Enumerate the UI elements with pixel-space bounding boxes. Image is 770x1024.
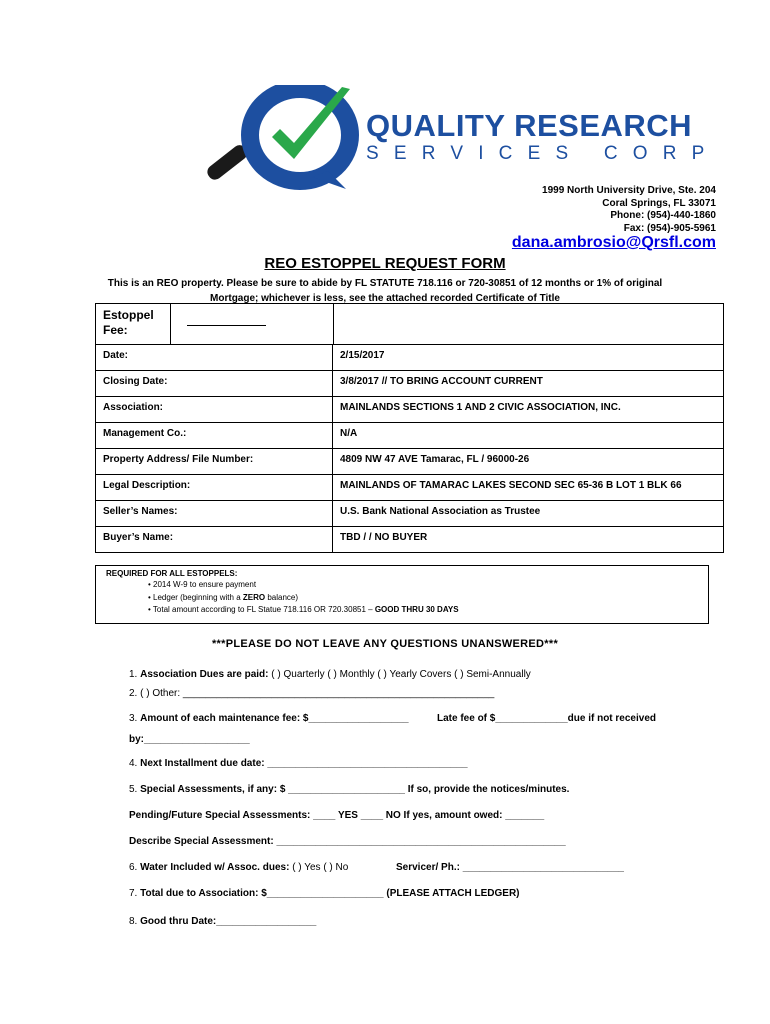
row-label: Buyer’s Name: (96, 527, 333, 553)
fee-row (96, 304, 724, 345)
table-row (96, 397, 724, 423)
row-value: TBD / / NO BUYER (333, 527, 724, 553)
servicer-field[interactable]: Servicer/ Ph.: _____________________________ (396, 862, 624, 873)
question-7[interactable]: 7. Total due to Association: $_____________________ (PLEASE ATTACH LEDGER) (129, 888, 520, 899)
brand-subtitle: SERVICES CORP (366, 143, 720, 164)
question-8[interactable]: 8. Good thru Date:__________________ (129, 916, 317, 927)
question-2[interactable]: 2. ( ) Other: ________________________________________________________ (129, 688, 495, 699)
late-fee-by-field[interactable]: by:___________________ (129, 734, 250, 745)
row-value: N/A (333, 423, 724, 449)
list-item: • Total amount according to FL Statue 718.116 OR 720.30851 – GOOD THRU 30 DAYS (148, 604, 459, 617)
intro-text: This is an REO property. Please be sure to abide by FL STATUTE 718.116 or 720-30851 of 12 months or 1% of original Mortgage; whichever is less, see the attached recorded Certificate of Title (107, 278, 663, 304)
brand-name: QUALITY RESEARCH (366, 108, 693, 143)
table-row (96, 475, 724, 501)
table-row (96, 423, 724, 449)
form-title: REO ESTOPPEL REQUEST FORM (264, 255, 506, 272)
company-address (416, 185, 716, 235)
row-value: MAINLANDS OF TAMARAC LAKES SECOND SEC 65-36 B LOT 1 BLK 66 (333, 475, 724, 501)
row-label: Legal Description: (96, 475, 333, 501)
list-item: • Ledger (beginning with a ZERO balance) (148, 592, 459, 605)
table-row (96, 371, 724, 397)
table-row (96, 501, 724, 527)
company-logo (200, 85, 360, 195)
row-label: Seller’s Names: (96, 501, 333, 527)
row-label: Closing Date: (96, 371, 333, 397)
row-label: Management Co.: (96, 423, 333, 449)
required-box (95, 565, 709, 624)
row-value: U.S. Bank National Association as Trustee (333, 501, 724, 527)
row-label: Property Address/ File Number: (96, 449, 333, 475)
question-5[interactable]: 5. Special Assessments, if any: $ _____________________ If so, provide the notices/minutes. (129, 784, 570, 795)
property-info-table (95, 303, 724, 553)
late-fee-field[interactable]: Late fee of $_____________due if not received (437, 713, 657, 724)
address-line: Coral Springs, FL 33071 (602, 197, 716, 209)
required-title: REQUIRED FOR ALL ESTOPPELS: (106, 569, 238, 578)
row-value: 3/8/2017 // TO BRING ACCOUNT CURRENT (333, 371, 724, 397)
row-label: Association: (96, 397, 333, 423)
row-value: 4809 NW 47 AVE Tamarac, FL / 96000-26 (333, 449, 724, 475)
row-value: 2/15/2017 (333, 345, 724, 371)
question-1[interactable]: 1. Association Dues are paid: ( ) Quarterly ( ) Monthly ( ) Yearly Covers ( ) Semi-Annually (129, 669, 531, 680)
row-value: MAINLANDS SECTIONS 1 AND 2 CIVIC ASSOCIATION, INC. (333, 397, 724, 423)
list-item: • 2014 W-9 to ensure payment (148, 579, 459, 592)
required-list (148, 579, 459, 617)
address-line: 1999 North University Drive, Ste. 204 (542, 185, 716, 196)
warning-text: ***PLEASE DO NOT LEAVE ANY QUESTIONS UNANSWERED*** (211, 638, 559, 650)
question-6[interactable]: 6. Water Included w/ Assoc. dues: ( ) Yes ( ) No (129, 862, 349, 873)
question-4[interactable]: 4. Next Installment due date: ____________________________________ (129, 758, 468, 769)
table-row (96, 527, 724, 553)
question-3[interactable]: 3. Amount of each maintenance fee: $__________________ (129, 713, 409, 724)
pending-assessments-field[interactable]: Pending/Future Special Assessments: ____ YES ____ NO If yes, amount owed: _______ (129, 810, 545, 821)
table-row (96, 449, 724, 475)
row-label: Date: (96, 345, 333, 371)
fax: Fax: (954)-905-5961 (623, 222, 716, 234)
describe-assessment-field[interactable]: Describe Special Assessment: ____________________________________________________ (129, 836, 566, 847)
estoppel-fee-field[interactable] (187, 325, 266, 326)
estoppel-fee-label: Estoppel Fee: (96, 304, 171, 345)
phone: Phone: (954)-440-1860 (610, 210, 716, 222)
table-row (96, 345, 724, 371)
email-link[interactable]: dana.ambrosio@Qrsfl.com (511, 234, 716, 251)
